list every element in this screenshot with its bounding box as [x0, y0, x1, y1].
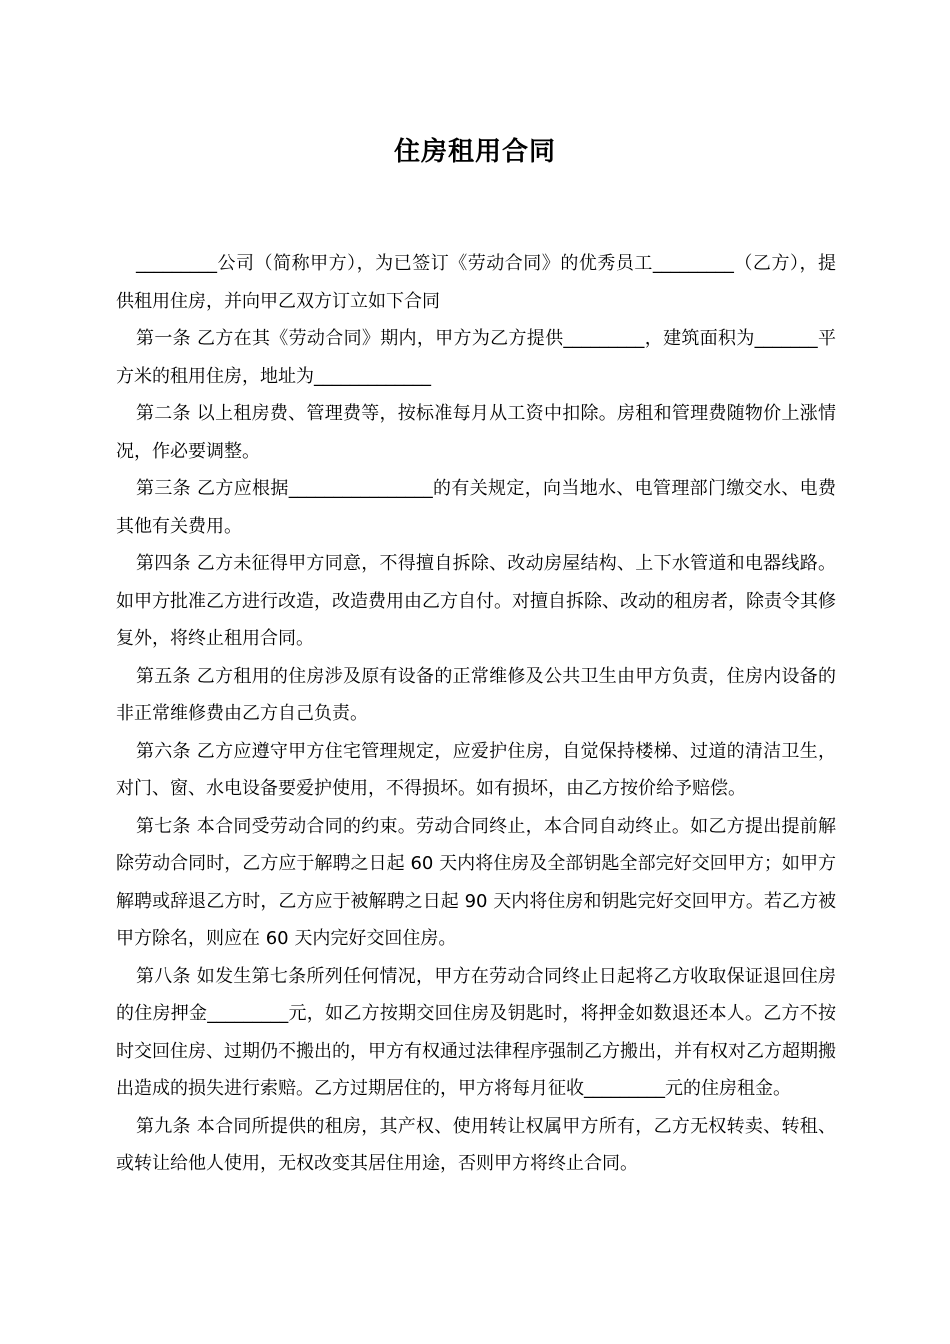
paragraph-article-1: 第一条 乙方在其《劳动合同》期内，甲方为乙方提供_________，建筑面积为_______平方米的租用住房，地址为_____________	[116, 328, 836, 387]
paragraph-article-5: 第五条 乙方租用的住房涉及原有设备的正常维修及公共卫生由甲方负责，住房内设备的非正常维修费由乙方自己负责。	[116, 665, 836, 724]
paragraph-article-2: 第二条 以上租房费、管理费等，按标准每月从工资中扣除。房租和管理费随物价上涨情况，作必要调整。	[116, 403, 836, 462]
document-title: 住房租用合同	[393, 137, 556, 167]
paragraph-article-9: 第九条 本合同所提供的租房，其产权、使用转让权属甲方所有，乙方无权转卖、转租、或转让给他人使用，无权改变其居住用途，否则甲方将终止合同。	[116, 1115, 836, 1174]
paragraph-intro: _________公司（简称甲方），为已签订《劳动合同》的优秀员工_________（乙方），提供租用住房，并向甲乙双方订立如下合同	[116, 253, 836, 312]
paragraph-article-7: 第七条 本合同受劳动合同的约束。劳动合同终止，本合同自动终止。如乙方提出提前解除劳动合同时，乙方应于解聘之日起 60 天内将住房及全部钥匙全部完好交回甲方；如甲方解聘或辞退乙方时，乙方应于被解聘之日起 90 天内将住房和钥匙完好交回甲方。若乙方被甲方除名，则应在 60 天内完好交回住房。	[116, 815, 836, 949]
paragraph-article-6: 第六条 乙方应遵守甲方住宅管理规定，应爱护住房，自觉保持楼梯、过道的清洁卫生，对门、窗、水电设备要爱护使用，不得损坏。如有损坏，由乙方按价给予赔偿。	[116, 740, 836, 799]
paragraph-article-4: 第四条 乙方未征得甲方同意，不得擅自拆除、改动房屋结构、上下水管道和电器线路。如甲方批准乙方进行改造，改造费用由乙方自付。对擅自拆除、改动的租房者，除责令其修复外，将终止租用合同。	[116, 553, 836, 649]
paragraph-article-3: 第三条 乙方应根据________________的有关规定，向当地水、电管理部门缴交水、电费其他有关费用。	[116, 478, 836, 537]
document-body	[116, 245, 836, 1183]
paragraph-article-8: 第八条 如发生第七条所列任何情况，甲方在劳动合同终止日起将乙方收取保证退回住房的住房押金_________元，如乙方按期交回住房及钥匙时，将押金如数退还本人。乙方不按时交回住房、过期仍不搬出的，甲方有权通过法律程序强制乙方搬出，并有权对乙方超期搬出造成的损失进行索赔。乙方过期居住的，甲方将每月征收_________元的住房租金。	[116, 965, 836, 1099]
